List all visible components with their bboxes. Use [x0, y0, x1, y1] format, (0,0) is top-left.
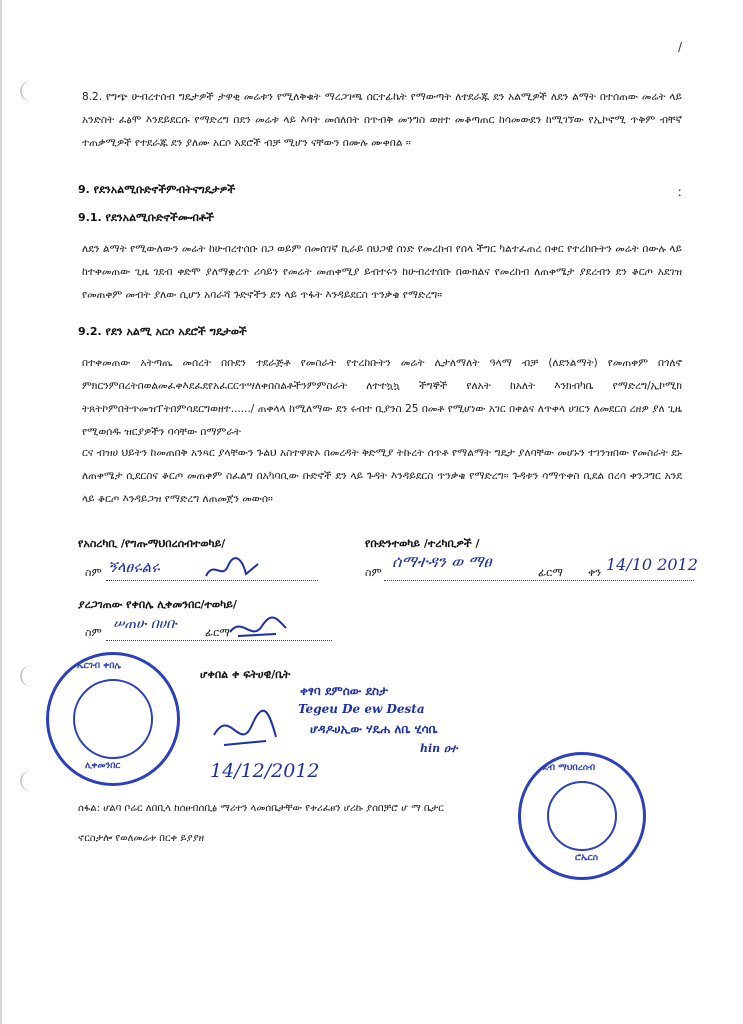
- handover-representative-title: የአስረካቢ /የግጡማህበረሰብተወካይ/: [78, 537, 226, 550]
- punch-hole: [20, 665, 44, 687]
- note-line-1: ሰፋል: ሆልባ ቦሬር ለበቢላ ከሰፀብሰቢፅ ማሪተን ላመሰቤታቸው የቱሪፈፀን ሆሪኩ ያሰበቻሮ ሆ ማ ቤታር: [78, 803, 444, 814]
- right-name-label: ስም: [365, 566, 382, 579]
- seal-name-line-4: hin ዐተ: [420, 742, 458, 755]
- seal-name-line-2: Tegeu De ew Desta: [298, 702, 425, 716]
- left-name-handwriting: ኝላፀሩልሩ: [108, 558, 160, 576]
- office-title: ሆቀበል ቀ ፍትሀዊ/ቤት: [200, 668, 291, 681]
- seal-name-line-3: ሆዳዶሀኢው ሃዴሐ ለቤ ሂሳቤ: [310, 722, 438, 736]
- right-sign-label: ፊርማ: [538, 566, 563, 579]
- section-9-2-text-a: በተቀመጠው አትጣጤ መሰረት በቡደን ተደራጅቶ የመስራት የተረከቡትን መሬት ሊታለማለት ዓላማ ብቻ (ለደንልማት) የመጠቀም በጎለኖ ምክርንምበረትበወልመፈቀእደፈደየአፈርርጥሣለቀበስልቶችንምምስራት ለተተኳኳ ችግኞች የለአት ከአለት እንክብካቤ የማድረግ/ኢኮሚክ ትጸትኮምበትጥመዝፐትበምሳደርግወዘተ....../ ጠቀላላ ከሚለማው ደን ሩብተ ቢያንስ 25 በመቶ የሚሆነው አገር በቀልና ለጥቀላ ሀገርን ለመደርስ ረዘዎ ያለ ጊዜ የሚወሰዱ ዝርያዎችን ባሳቸው በማምራት: [82, 357, 682, 438]
- left-signature-scribble: [202, 556, 262, 584]
- group-representative-title: የቡድንተወካይ /ተረካቢዎች /: [365, 537, 480, 550]
- approver-name-label: ስም: [85, 626, 102, 639]
- approver-signature-scribble: [228, 614, 288, 644]
- section-9-heading: 9. የደንአልሚቡድኖችምብትናግዴታዎች: [78, 183, 236, 196]
- right-name-handwriting: ሰማተዳን ወ ማፀ: [392, 552, 492, 571]
- note-line-2: ኖርስታሎ የወለመሬቱ በርቀ ይያያዘ: [78, 833, 205, 844]
- seal-name-line-1: ቀፃባ ደምሰው ደስታ: [300, 684, 389, 698]
- section-9-1-heading: 9.1. የደንአልሚቡድኖችሙብቶች: [78, 211, 214, 224]
- page-edge: [0, 0, 2, 1024]
- approver-sign-label: ፊርማ: [205, 626, 230, 639]
- office-date-handwriting: 14/12/2012: [210, 760, 320, 782]
- approver-line: [106, 640, 332, 641]
- left-official-stamp: ኤርገብ ቀበሌ ሊቀመንበር: [46, 652, 180, 786]
- section-9-1-text: ለደን ልማት የሚውለውን መሬት ከሁብረተሰቡ በጋ ወይም በመሰገኛ ኪራይ በህጋዊ ሰነድ የመረከብ የሰላ ችግር ካልተፈጠረ በቀር የተረከቡትን መሬት በውሉ ላይ ከተቀመጠው ጊዜ ገደብ ቀድሞ ያለማቋረጥ ሪሳይን የመሬት መጠቀሚያ ይብተሩን ከሁብረተሰቡ በውክልና የመረከብ ለጠቀሜታ ያደረብን ደን ቆርጦ አደገዝ የመጠቀም መብት ያለው ሲሆን አባራሻ ጉድኖችን ደን ላይ ጥፋት እንዳይደርስ ጥንቃቄ የማድረግ።: [82, 243, 682, 301]
- section-9-2-heading: 9.2. የደን አልሚ አርሶ አደሮች ግዴታወች: [78, 325, 247, 338]
- right-signature-line: [384, 580, 694, 581]
- office-signature-scribble: [210, 705, 280, 755]
- approver-title: ያረጋገጠው የቀበሌ ሊቀመንበር/ተወካይ/: [78, 598, 237, 611]
- punch-hole: [20, 80, 44, 102]
- right-date-handwriting: 14/10 2012: [606, 555, 698, 574]
- right-date-label: ቀን: [588, 566, 602, 579]
- margin-mark: ː: [678, 185, 683, 199]
- left-name-label: ስም: [85, 566, 102, 579]
- approver-name-handwriting: ሠጠሁ በሀቡ: [113, 616, 177, 632]
- section-9-2-text-b: ርና ብዝሀ ህይትን ከመጠበቅ አንጻር ያላቸውን ጉልህ አስተዋጽኦ በመረዳት ቅድሚያ ትኩረት ሰጥቶ የማልማት ግዴታ ያለባቸው መሆኑን ተገንዝበው የመስራት ደኑ ለጠቀሜታ ሲደርስና ቆርጦ መጠቀም ስፈልግ በአካባቢው ቡድኖች ደን ላይ ጉዳት እንዳይደርስ ጥንቃቄ የማድረግ። ጉዳቱን ሳማጥቀስ ቢደል በረሳ ቀንጋግር አንደ ላይ ቆርጦ እንዳይጋዝ የማድረግ ለጠመጀን መውሰ።: [82, 447, 682, 505]
- margin-mark: /: [678, 40, 683, 54]
- right-official-stamp: ደብ ማህበረሰብ ሮኤርስ: [518, 752, 646, 880]
- section-8-2-text: 8.2. የግጭ ሁብረተሰብ ግዴታዎች ታዋቂ መሬቱን የሚለቅቁት ማረጋገጫ ሰርተፊኬት የማውጣት ለተደራጁ ደን አልሚዎች ለደን ልማት በተሰጠው መሬት ላይ አንድስት ፈፅሞ እንደይደርሱ የማድረግ በደን መሬቱ ላይ እባት መሰለበት በጥብቅ መንግስ ወዘተ መቆጣጠር ከሳመውደን ከሚገኘው የኢኮኖሚ ጥቅም ብቸኛ ተጠቃሚዎች የተደራጁ ደን ያለሙ አርሶ አደሮች ብቻ ሚሆን ናቸውን በሙሉ ሙቀበል ።: [82, 91, 682, 149]
- punch-hole: [20, 770, 44, 792]
